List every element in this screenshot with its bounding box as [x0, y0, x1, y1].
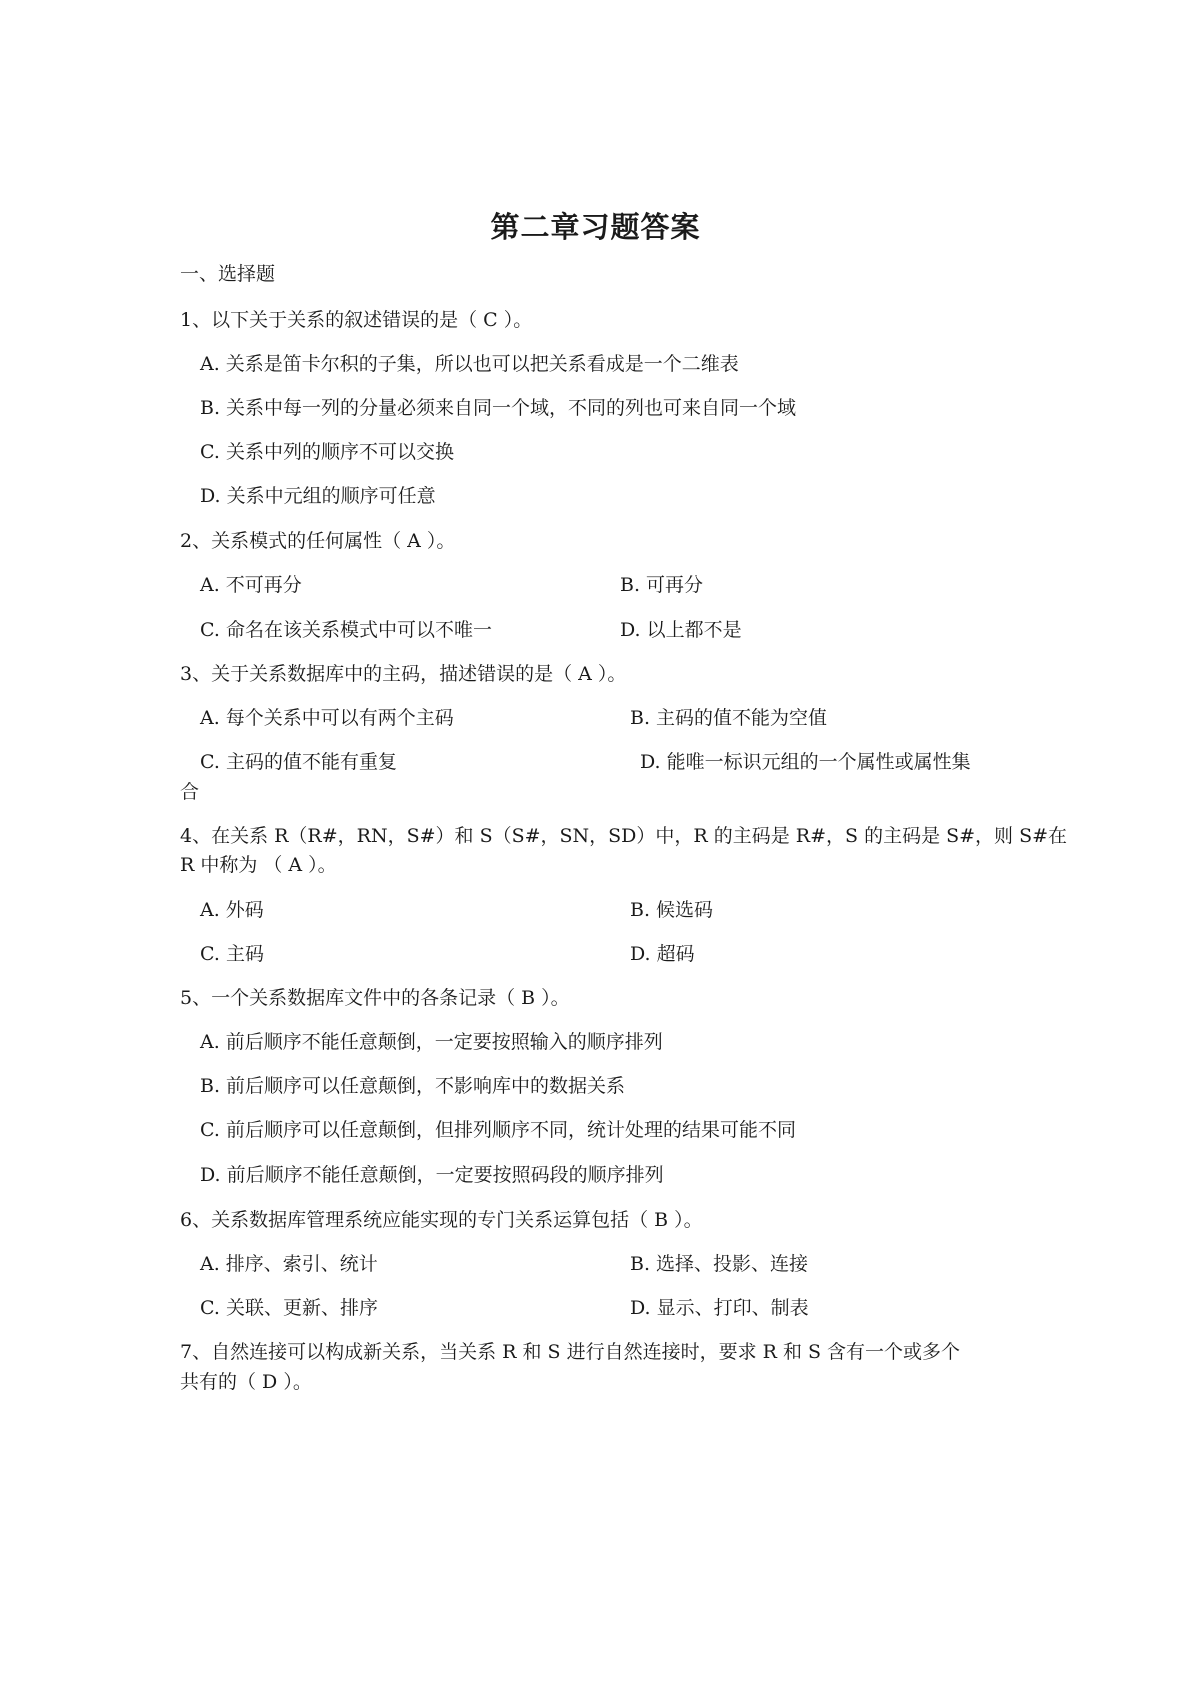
- question-5-option-b: B. 前后顺序可以任意颠倒，不影响库中的数据关系: [200, 1075, 626, 1097]
- question-6-option-b: B. 选择、投影、连接: [630, 1253, 809, 1275]
- question-5-stem: 5、一个关系数据库文件中的各条记录（ B ）。: [180, 987, 570, 1009]
- question-2-option-a: A. 不可再分: [200, 574, 302, 596]
- question-1-stem: 1、以下关于关系的叙述错误的是（ C ）。: [180, 309, 533, 331]
- question-2-option-c: C. 命名在该关系模式中可以不唯一: [200, 619, 492, 641]
- question-3-option-b: B. 主码的值不能为空值: [630, 707, 828, 729]
- question-4-option-c: C. 主码: [200, 943, 264, 965]
- question-5-option-d: D. 前后顺序不能任意颠倒，一定要按照码段的顺序排列: [200, 1164, 664, 1186]
- page-title: 第二章习题答案: [490, 210, 701, 244]
- question-4-option-d: D. 超码: [630, 943, 695, 965]
- question-6-option-a: A. 排序、索引、统计: [200, 1253, 378, 1275]
- question-2-option-b: B. 可再分: [620, 574, 704, 596]
- question-2-stem: 2、关系模式的任何属性（ A ）。: [180, 530, 456, 552]
- question-4-option-a: A. 外码: [200, 899, 264, 921]
- section-heading: 一、选择题: [180, 263, 276, 285]
- question-6-option-c: C. 关联、更新、排序: [200, 1297, 378, 1319]
- question-7-stem-line-2: 共有的（ D ）。: [180, 1371, 312, 1393]
- question-4-stem-line-2: R 中称为 （ A ）。: [180, 854, 337, 876]
- question-3-option-d-wrap: 合: [180, 781, 200, 803]
- question-5-option-c: C. 前后顺序可以任意颠倒，但排列顺序不同，统计处理的结果可能不同: [200, 1119, 796, 1141]
- question-3-option-d: D. 能唯一标识元组的一个属性或属性集: [640, 751, 971, 773]
- question-1-option-d: D. 关系中元组的顺序可任意: [200, 485, 436, 507]
- question-6-option-d: D. 显示、打印、制表: [630, 1297, 809, 1319]
- question-5-option-a: A. 前后顺序不能任意颠倒，一定要按照输入的顺序排列: [200, 1031, 663, 1053]
- question-3-option-c: C. 主码的值不能有重复: [200, 751, 397, 773]
- question-1-option-b: B. 关系中每一列的分量必须来自同一个域，不同的列也可来自同一个域: [200, 397, 797, 419]
- question-7-stem-line-1: 7、自然连接可以构成新关系，当关系 R 和 S 进行自然连接时，要求 R 和 S 含有一个或多个: [180, 1341, 961, 1363]
- question-1-option-c: C. 关系中列的顺序不可以交换: [200, 441, 454, 463]
- question-3-stem: 3、关于关系数据库中的主码，描述错误的是（ A ）。: [180, 663, 627, 685]
- question-6-stem: 6、关系数据库管理系统应能实现的专门关系运算包括（ B ）。: [180, 1209, 703, 1231]
- question-4-stem-line-1: 4、在关系 R（R#，RN，S#）和 S（S#，SN，SD）中，R 的主码是 R#，S 的主码是 S#，则 S#在: [180, 825, 1068, 847]
- question-2-option-d: D. 以上都不是: [620, 619, 742, 641]
- question-4-option-b: B. 候选码: [630, 899, 714, 921]
- question-3-option-a: A. 每个关系中可以有两个主码: [200, 707, 454, 729]
- question-1-option-a: A. 关系是笛卡尔积的子集，所以也可以把关系看成是一个二维表: [200, 353, 739, 375]
